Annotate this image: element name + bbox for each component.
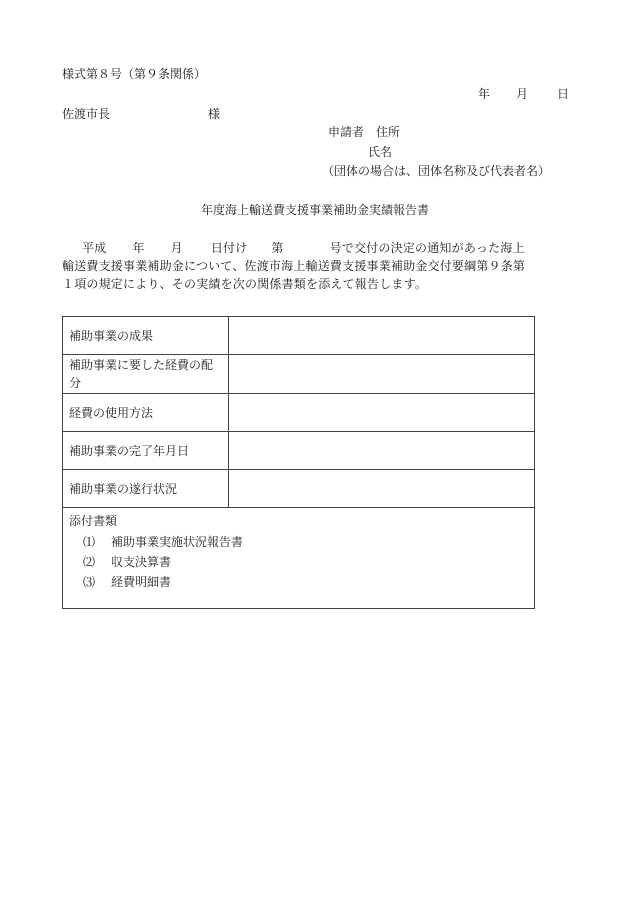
applicant-role: 申請者 bbox=[328, 125, 365, 139]
address-label: 住所 bbox=[376, 125, 401, 139]
addressee-title: 佐渡市長 bbox=[62, 107, 111, 121]
row-label-expense-usage: 経費の使用方法 bbox=[63, 394, 229, 432]
row-value-completion-date[interactable] bbox=[229, 432, 535, 470]
report-table bbox=[62, 316, 535, 609]
table-row bbox=[63, 394, 535, 432]
list-item bbox=[69, 572, 528, 592]
row-value-progress[interactable] bbox=[229, 470, 535, 508]
body-no-prefix: 第 bbox=[271, 241, 284, 255]
row-value-expense-allocation[interactable] bbox=[229, 355, 535, 394]
date-line bbox=[478, 86, 569, 102]
item-number: ⑶ bbox=[83, 575, 96, 589]
body-paragraph bbox=[62, 239, 582, 293]
attachments-cell bbox=[63, 508, 535, 609]
table-row bbox=[63, 432, 535, 470]
date-day: 日 bbox=[557, 87, 570, 101]
attachments-list bbox=[69, 532, 528, 592]
table-row bbox=[63, 355, 535, 394]
era: 平成 bbox=[82, 241, 107, 255]
body-line-1 bbox=[62, 239, 582, 257]
item-text: 経費明細書 bbox=[111, 575, 172, 589]
date-year: 年 bbox=[478, 87, 491, 101]
item-text: 補助事業実施状況報告書 bbox=[111, 535, 244, 549]
attachments-title: 添付書類 bbox=[69, 514, 118, 528]
row-label-expense-allocation: 補助事業に要した経費の配分 bbox=[63, 355, 229, 394]
list-item bbox=[69, 552, 528, 572]
row-value-expense-usage[interactable] bbox=[229, 394, 535, 432]
honorific: 様 bbox=[208, 107, 221, 121]
table-row bbox=[63, 317, 535, 355]
body-line-2: 輸送費支援事業補助金について、佐渡市海上輸送費支援事業補助金交付要綱第９条第 bbox=[62, 259, 526, 273]
list-item bbox=[69, 532, 528, 552]
item-number: ⑴ bbox=[83, 535, 96, 549]
form-number: 様式第８号（第９条関係） bbox=[62, 67, 207, 81]
row-value-results[interactable] bbox=[229, 317, 535, 355]
addressee bbox=[62, 106, 220, 122]
document-title: 年度海上輸送費支援事業補助金実績報告書 bbox=[200, 203, 429, 217]
attachments-row bbox=[63, 508, 535, 609]
item-number: ⑵ bbox=[83, 555, 96, 569]
organization-note: （団体の場合は、団体名称及び代表者名） bbox=[322, 164, 551, 178]
item-text: 収支決算書 bbox=[111, 555, 172, 569]
body-line-3: １項の規定により、その実績を次の関係書類を添えて報告します。 bbox=[62, 277, 428, 291]
row-label-results: 補助事業の成果 bbox=[63, 317, 229, 355]
body-month: 月 bbox=[170, 241, 183, 255]
table-row bbox=[63, 470, 535, 508]
row-label-completion-date: 補助事業の完了年月日 bbox=[63, 432, 229, 470]
body-dated: 日付け bbox=[210, 241, 248, 255]
row-label-progress: 補助事業の遂行状況 bbox=[63, 470, 229, 508]
applicant-name-label: 氏名 bbox=[368, 145, 393, 159]
body-line1-rest: 号で交付の決定の通知があった海上 bbox=[329, 241, 525, 255]
body-year: 年 bbox=[132, 241, 145, 255]
date-month: 月 bbox=[516, 87, 529, 101]
applicant-address-line bbox=[328, 124, 400, 140]
